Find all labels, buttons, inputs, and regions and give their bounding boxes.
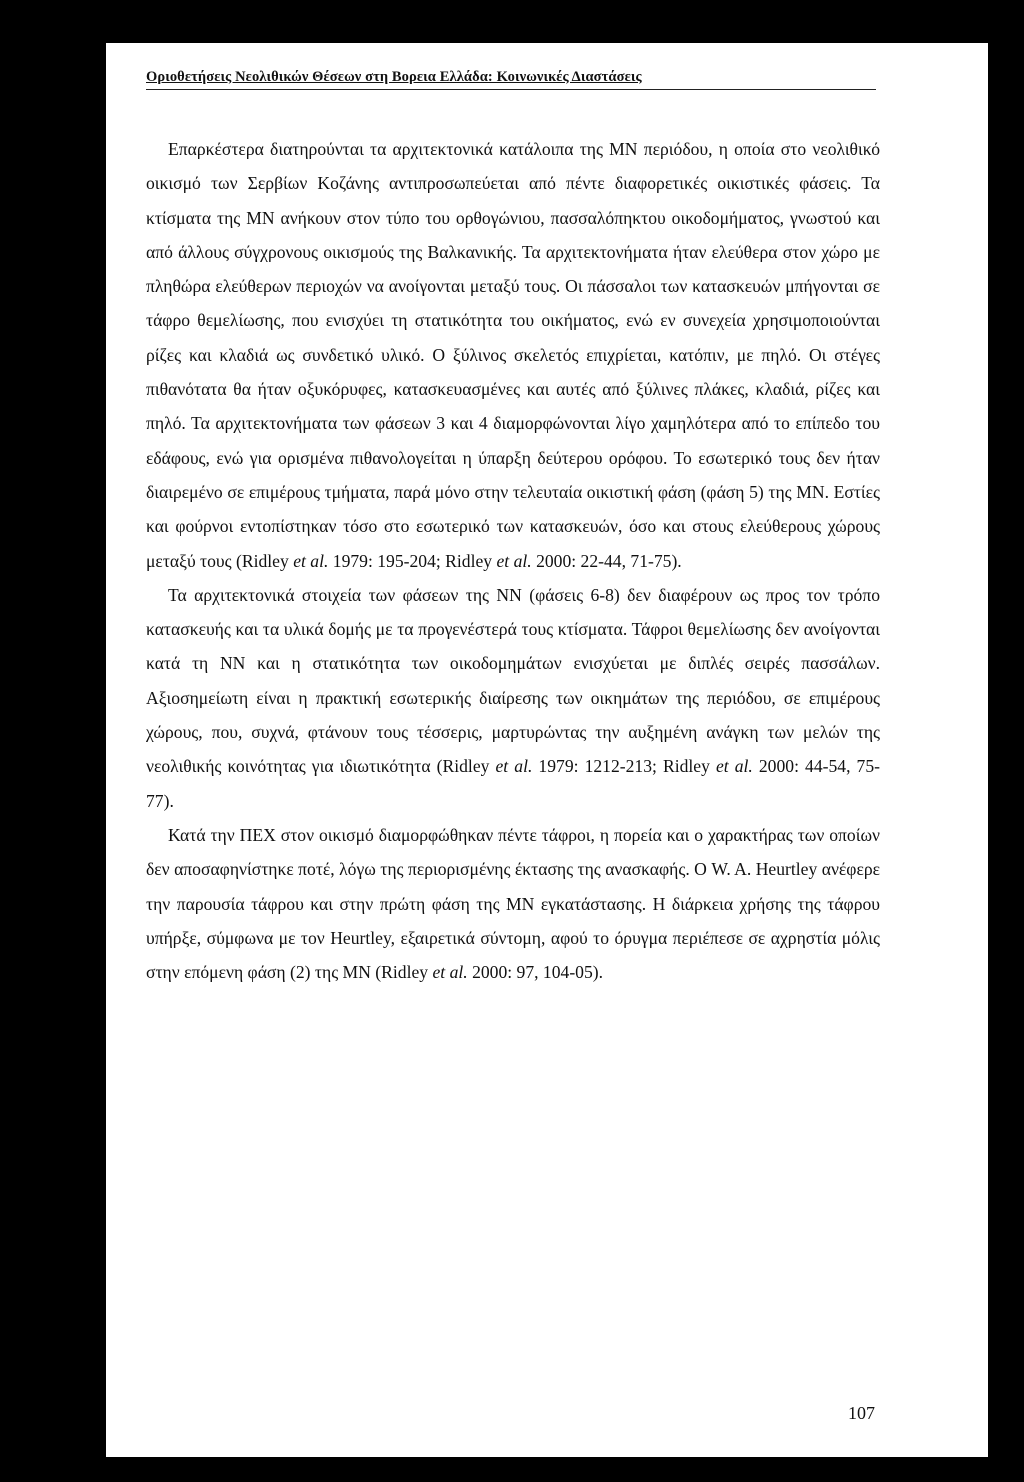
paragraph-3: [146, 818, 880, 989]
running-header-title: Οριοθετήσεις Νεολιθικών Θέσεων στη Βορεια Ελλάδα: Κοινωνικές Διαστάσεις: [146, 69, 642, 85]
page-number: 107: [848, 1403, 875, 1423]
header-rule: [146, 89, 876, 90]
paragraph-1: [146, 132, 880, 578]
citation-et-al: et al.: [715, 756, 753, 777]
citation-text: 1979: 1212-213; Ridley: [532, 756, 716, 777]
citation-et-al: et al.: [432, 962, 468, 983]
document-page: [106, 43, 988, 1457]
paragraph-3-text: Κατά την ΠΕΧ στον οικισμό διαμορφώθηκαν πέντε τάφροι, η πορεία και ο χαρακτήρας των οποίων δεν αποσαφηνίστηκε ποτέ, λόγω της περιορισμένης έκτασης της ανασκαφής. Ο W. A. Heurtley ανέφερε την παρουσία τάφρου και στην πρώτη φάση της ΜΝ εγκατάστασης. Η διάρκεια χρήσης της τάφρου υπήρξε, σύμφωνα με τον Heurtley, εξαιρετικά σύντομη, αφού το όρυγμα περιέπεσε σε αχρηστία μόλις στην επόμενη φάση (2) της ΜΝ (Ridley: [146, 824, 880, 983]
paragraph-1-text: Επαρκέστερα διατηρούνται τα αρχιτεκτονικά κατάλοιπα της ΜΝ περιόδου, η οποία στο νεολιθικό οικισμό των Σερβίων Κοζάνης αντιπροσωπεύεται από πέντε διαφορετικές οικιστικές φάσεις. Τα κτίσματα της ΜΝ ανήκουν στον τύπο του ορθογώνιου, πασσαλόπηκτου οικοδομήματος, γνωστού και από άλλους σύγχρονους οικισμούς της Βαλκανικής. Τα αρχιτεκτονήματα ήταν ελεύθερα στον χώρο με πληθώρα ελεύθερων περιοχών να ανοίγονται μεταξύ τους. Οι πάσσαλοι των κατασκευών μπήγονται σε τάφρο θεμελίωσης, που ενισχύει τη στατικότητα του οικήματος, ενώ εν συνεχεία χρησιμοποιούνται ρίζες και κλαδιά ως συνδετικό υλικό. Ο ξύλινος σκελετός επιχρίεται, κατόπιν, με πηλό. Οι στέγες πιθανότατα θα ήταν οξυκόρυφες, κατασκευασμένες και αυτές από ξύλινες πλάκες, κλαδιά, ρίζες και πηλό. Τα αρχιτεκτονήματα των φάσεων 3 και 4 διαμορφώνονται λίγο χαμηλότερα από το επίπεδο του εδάφους, ενώ για ορισμένα πιθανολογείται η ύπαρξη δεύτερου ορόφου. Το εσωτερικό τους δεν ήταν διαιρεμένο σε επιμέρους τμήματα, παρά μόνο στην τελευταία οικιστική φάση (φάση 5) της ΜΝ. Εστίες και φούρνοι εντοπίστηκαν τόσο στο εσωτερικό των κατασκευών, όσο και στους ελεύθερους χώρους μεταξύ τους (Ridley: [146, 139, 880, 571]
citation-text: 2000: 97, 104-05).: [467, 962, 604, 983]
paragraph-2-text: Τα αρχιτεκτονικά στοιχεία των φάσεων της ΝΝ (φάσεις 6-8) δεν διαφέρουν ως προς τον τρόπο κατασκευής και τα υλικά δομής με τα προγενέστερά τους κτίσματα. Τάφροι θεμελίωσης δεν ανοίγονται κατά τη ΝΝ και η στατικότητα των οικοδομημάτων ενισχύεται με διπλές σειρές πασσάλων. Αξιοσημείωτη είναι η πρακτική εσωτερικής διαίρεσης των οικημάτων της περιόδου, σε επιμέρους χώρους, που, συχνά, φτάνουν τους τέσσερις, μαρτυρώντας την αυξημένη ανάγκη των μελών της νεολιθικής κοινότητας για ιδιωτικότητα (Ridley: [146, 584, 880, 777]
citation-et-al: et al.: [496, 550, 532, 571]
paragraph-2: [146, 578, 880, 818]
citation-et-al: et al.: [495, 756, 533, 777]
body-text: [146, 132, 880, 989]
citation-text: 2000: 44-54, 75-77).: [146, 756, 880, 811]
citation-text: 1979: 195-204; Ridley: [328, 550, 497, 571]
citation-et-al: et al.: [293, 550, 329, 571]
citation-text: 2000: 22-44, 71-75).: [531, 550, 682, 571]
